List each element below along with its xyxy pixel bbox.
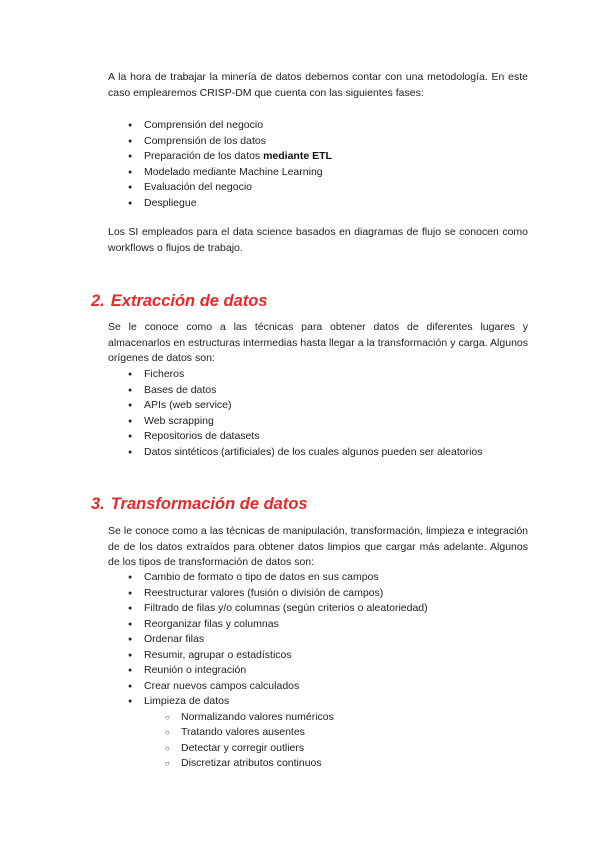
section-title: Transformación de datos	[110, 495, 308, 513]
list-item	[108, 149, 332, 165]
list-item: ● Comprensión del negocio	[108, 118, 332, 134]
list-item: ● Reorganizar filas y columnas	[108, 617, 428, 633]
list-item-text: Preparación de los datos	[144, 150, 261, 162]
list-item: ● Cambio de formato o tipo de datos en sus campos	[108, 570, 428, 586]
list-item: ● Filtrado de filas y/o columnas (según criterios o aleatoriedad)	[108, 601, 428, 617]
cleaning-sublist	[144, 710, 428, 772]
list-item: ● Reunión o integración	[108, 663, 428, 679]
list-item: ● Crear nuevos campos calculados	[108, 679, 428, 695]
list-item: ● Bases de datos	[108, 383, 483, 399]
section-heading-extraccion	[91, 292, 268, 311]
sublist-item: ○ Discretizar atributos continuos	[108, 756, 428, 772]
data-origins-list	[108, 367, 483, 460]
bold-text: mediante ETL	[263, 150, 332, 162]
list-item	[108, 694, 428, 772]
section-number: 2.	[91, 292, 105, 310]
list-item: ● Ordenar filas	[108, 632, 428, 648]
list-item: ● Comprensión de los datos	[108, 134, 332, 150]
list-item: ● Repositorios de datasets	[108, 429, 483, 445]
sublist-item: ○ Normalizando valores numéricos	[108, 710, 428, 726]
extraccion-paragraph: Se le conoce como a las técnicas para obtener datos de diferentes lugares y almacenarlos en estructuras intermedias hasta llegar a la transformación y carga. Algunos orígenes de datos son:	[108, 321, 528, 364]
list-item: ● Despliegue	[108, 196, 332, 212]
crisp-dm-phases-list	[108, 118, 332, 211]
list-item: ● Evaluación del negocio	[108, 180, 332, 196]
list-item: ● Datos sintéticos (artificiales) de los cuales algunos pueden ser aleatorios	[108, 445, 483, 461]
transformation-types-list	[108, 570, 428, 772]
list-item: ● Reestructurar valores (fusión o división de campos)	[108, 586, 428, 602]
section-number: 3.	[91, 495, 105, 513]
workflows-paragraph: Los SI empleados para el data science basados en diagramas de flujo se conocen como workflows o flujos de trabajo.	[108, 226, 528, 254]
list-item: ● Ficheros	[108, 367, 483, 383]
sublist-item: ○ Tratando valores ausentes	[108, 725, 428, 741]
sublist-item: ○ Detectar y corregir outliers	[108, 741, 428, 757]
section-heading-transformacion	[91, 495, 308, 514]
list-item: ● APIs (web service)	[108, 398, 483, 414]
list-item: ● Modelado mediante Machine Learning	[108, 165, 332, 181]
section-title: Extracción de datos	[110, 292, 268, 310]
list-item: ● Web scrapping	[108, 414, 483, 430]
intro-paragraph: A la hora de trabajar la minería de datos debemos contar con una metodología. En este caso emplearemos CRISP-DM que cuenta con las siguientes fases:	[108, 71, 528, 99]
list-item-text: Limpieza de datos	[144, 695, 230, 707]
transformacion-paragraph: Se le conoce como a las técnicas de manipulación, transformación, limpieza e integración de de los datos extraídos para obtener datos limpios que cargar más adelante. Algunos de los tipos de transformación de datos son:	[108, 525, 528, 568]
list-item: ● Resumir, agrupar o estadísticos	[108, 648, 428, 664]
